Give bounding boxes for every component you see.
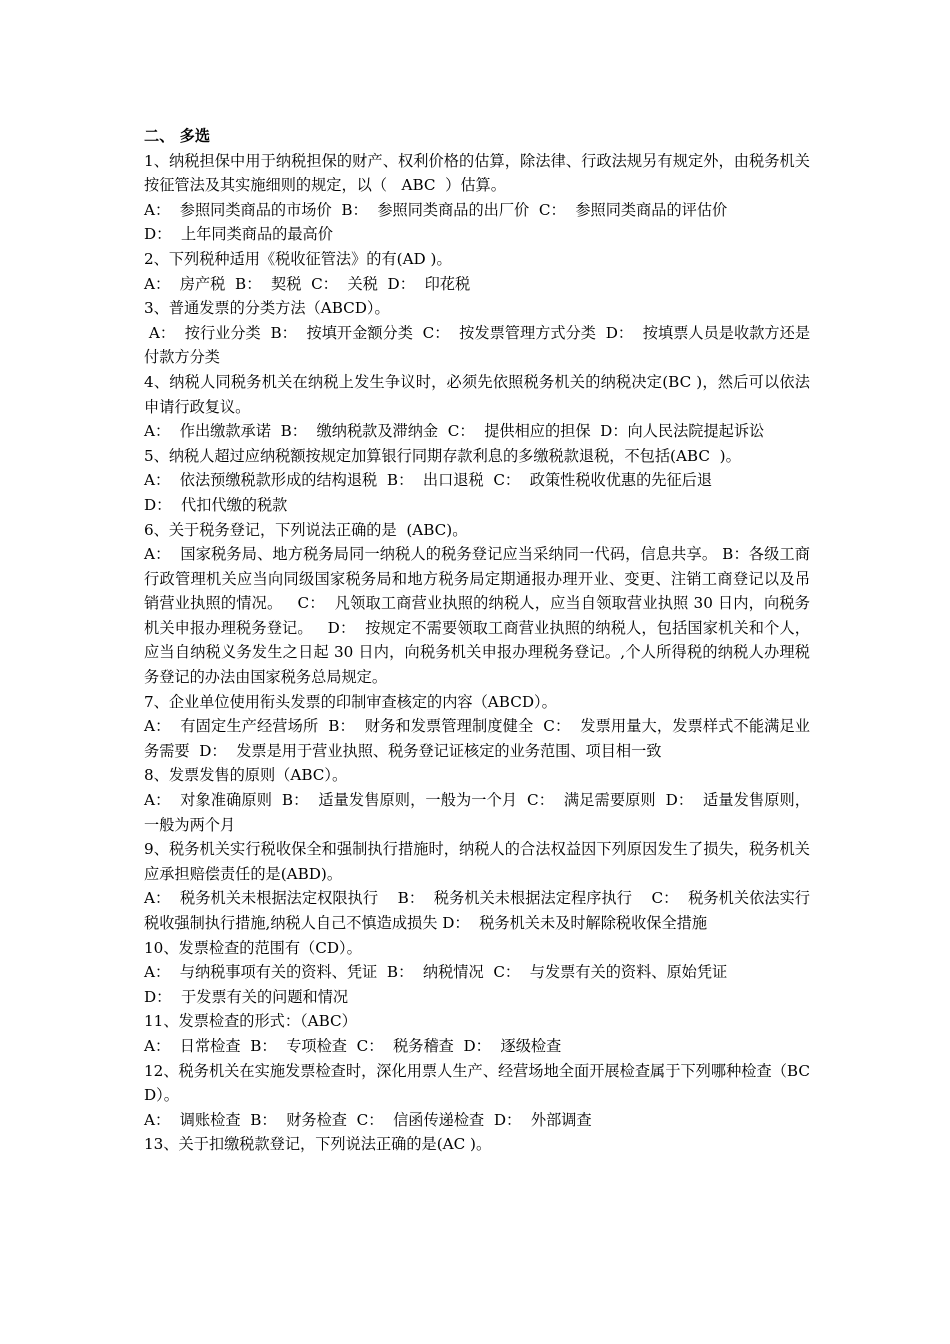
question-text: 7、企业单位使用衔头发票的印制审查核定的内容（ABCD）。 xyxy=(144,692,557,711)
question-block xyxy=(144,444,810,518)
question-block xyxy=(144,936,810,1010)
options-text: A： 日常检查 B： 专项检查 C： 税务稽查 D： 逐级检查 xyxy=(144,1036,562,1055)
question-text: 8、发票发售的原则（ABC）。 xyxy=(144,766,348,785)
question-block xyxy=(144,1132,810,1157)
question-text: 6、关于税务登记，下列说法正确的是 (ABC)。 xyxy=(144,520,468,539)
options-text: A： 作出缴款承诺 B： 缴纳税款及滞纳金 C： 提供相应的担保 D：向人民法院提起诉讼 xyxy=(144,422,765,441)
question-text: 13、关于扣缴税款登记，下列说法正确的是(AC )。 xyxy=(144,1135,492,1154)
options-text: D： 于发票有关的问题和情况 xyxy=(144,987,349,1006)
question-text: 4、纳税人同税务机关在纳税上发生争议时，必须先依照税务机关的纳税决定(BC )，然后可以依法申请行政复议。 xyxy=(144,372,810,416)
question-text: 9、税务机关实行税收保全和强制执行措施时，纳税人的合法权益因下列原因发生了损失，税务机关应承担赔偿责任的是(ABD)。 xyxy=(144,840,810,883)
question-block xyxy=(144,837,810,935)
options-text: A： 参照同类商品的市场价 B： 参照同类商品的出厂价 C： 参照同类商品的评估价 xyxy=(144,200,728,219)
question-text: 3、普通发票的分类方法（ABCD）。 xyxy=(144,299,390,318)
question-block xyxy=(144,1059,810,1133)
options-text: A： 房产税 B： 契税 C： 关税 D： 印花税 xyxy=(144,274,471,293)
question-text: 2、下列税种适用《税收征管法》的有(AD )。 xyxy=(144,249,452,268)
question-block xyxy=(144,1009,810,1058)
options-text: D： 代扣代缴的税款 xyxy=(144,495,288,514)
options-text: A： 与纳税事项有关的资料、凭证 B： 纳税情况 C： 与发票有关的资料、原始凭证 xyxy=(144,963,728,982)
question-text: 11、发票检查的形式：（ABC） xyxy=(144,1012,357,1031)
question-block xyxy=(144,296,810,370)
question-text: 5、纳税人超过应纳税额按规定加算银行同期存款利息的多缴税款退税，不包括(ABC )。 xyxy=(144,446,741,465)
question-block xyxy=(144,518,810,690)
options-text: A： 有固定生产经营场所 B： 财务和发票管理制度健全 C： 发票用量大，发票样式不能满足业务需要 D： 发票是用于营业执照、税务登记证核定的业务范围、项目相一致 xyxy=(144,717,810,760)
document-page xyxy=(144,124,810,1157)
section-title: 二、 多选 xyxy=(144,127,211,145)
options-text: A： 对象准确原则 B： 适量发售原则，一般为一个月 C： 满足需要原则 D： 适量发售原则，一般为两个月 xyxy=(144,791,810,834)
question-text: 10、发票检查的范围有（CD）。 xyxy=(144,938,362,957)
options-text: D： 上年同类商品的最高价 xyxy=(144,225,333,244)
question-block xyxy=(144,763,810,837)
options-text: A： 调账检查 B： 财务检查 C： 信函传递检查 D： 外部调查 xyxy=(144,1110,592,1129)
options-text: A： 国家税务局、地方税务局同一纳税人的税务登记应当采纳同一代码，信息共享。 B：各级工商行政管理机关应当向同级国家税务局和地方税务局定期通报办理开业、变更、注销工商登记以及吊销营业执照的情况。 C： 凡领取工商营业执照的纳税人，应当自领取营业执照 30 日内，向税务机关申报办理税务登记。 D： 按规定不需要领取工商营业执照的纳税人，包括国家机关和个人，应当自纳税义务发生之日起 30 日内，向税务机关申报办理税务登记。,个人所得税的纳税人办理税务登记的办法由国家税务总局规定。 xyxy=(144,545,810,687)
options-text: A： 税务机关未根据法定权限执行 B： 税务机关未根据法定程序执行 C： 税务机关依法实行税收强制执行措施,纳税人自己不慎造成损失 D： 税务机关未及时解除税收保全措施 xyxy=(144,889,810,932)
question-block xyxy=(144,370,810,444)
options-text: A： 按行业分类 B： 按填开金额分类 C： 按发票管理方式分类 D： 按填票人员是收款方还是付款方分类 xyxy=(144,323,811,367)
question-text: 1、纳税担保中用于纳税担保的财产、权利价格的估算，除法律、行政法规另有规定外，由税务机关按征管法及其实施细则的规定，以（ ABC ）估算。 xyxy=(144,151,810,195)
question-block xyxy=(144,149,810,247)
options-text: A： 依法预缴税款形成的结构退税 B： 出口退税 C： 政策性税收优惠的先征后退 xyxy=(144,471,713,490)
question-block xyxy=(144,247,810,296)
question-text: 12、税务机关在实施发票检查时，深化用票人生产、经营场地全面开展检查属于下列哪种检查（BCD）。 xyxy=(144,1061,810,1105)
question-block xyxy=(144,690,810,764)
